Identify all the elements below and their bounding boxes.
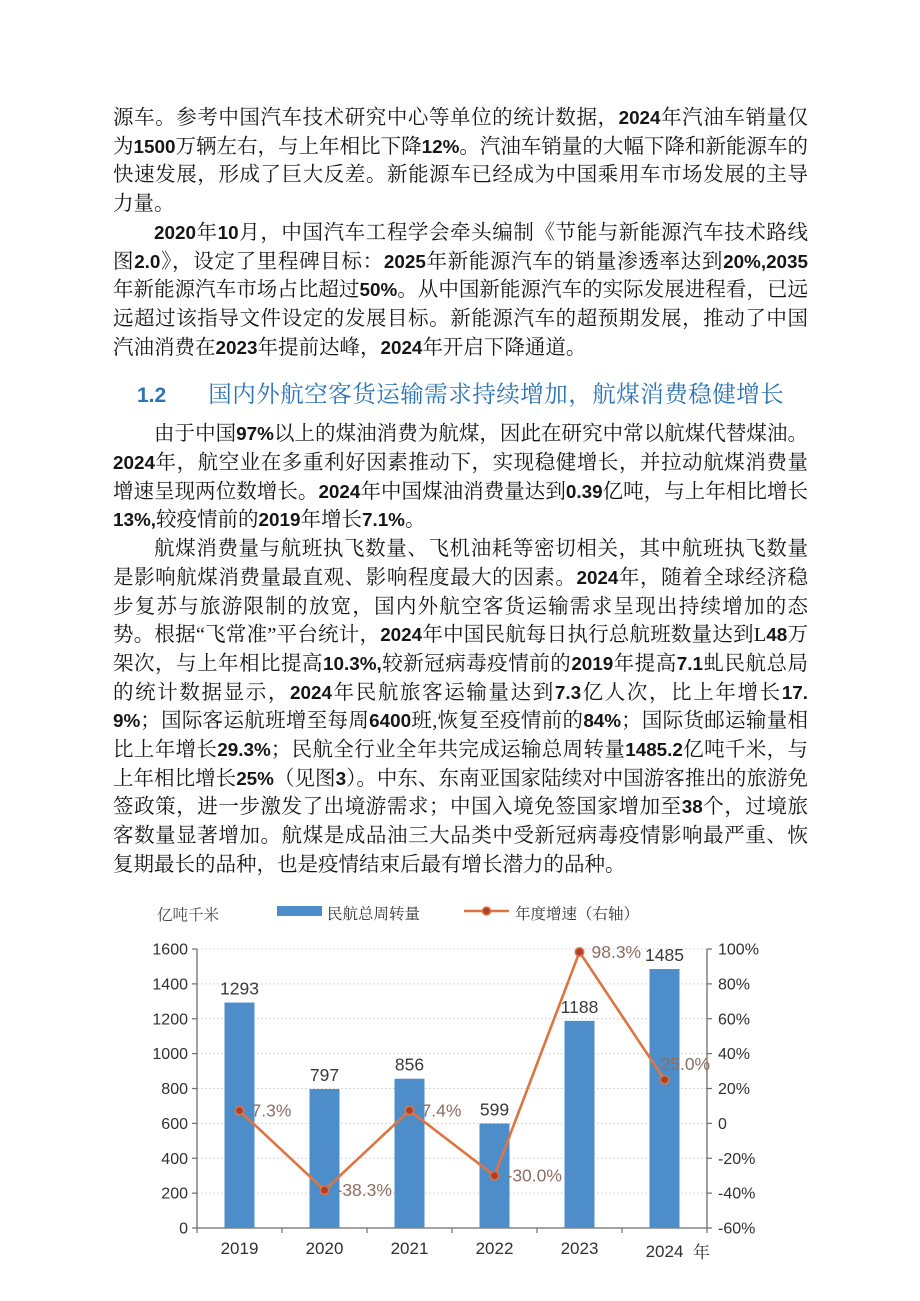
svg-text:1600: 1600: [152, 941, 188, 959]
svg-text:1200: 1200: [152, 1010, 188, 1028]
svg-text:2020: 2020: [305, 1238, 344, 1258]
svg-text:2021: 2021: [390, 1238, 429, 1258]
svg-text:200: 200: [161, 1185, 188, 1203]
chart-svg: [139, 892, 799, 1280]
svg-text:-30.0%: -30.0%: [506, 1165, 562, 1186]
svg-text:100%: 100%: [718, 941, 759, 959]
svg-text:60%: 60%: [718, 1010, 751, 1028]
section-heading: [113, 375, 808, 409]
svg-text:856: 856: [394, 1054, 425, 1075]
svg-text:7.3%: 7.3%: [251, 1100, 292, 1121]
svg-text:40%: 40%: [718, 1045, 751, 1063]
combo-chart-figure: [139, 892, 799, 1280]
svg-text:-20%: -20%: [718, 1150, 756, 1168]
svg-text:25.0%: 25.0%: [660, 1053, 711, 1074]
svg-text:2024: 2024: [645, 1241, 684, 1261]
svg-text:80%: 80%: [718, 975, 751, 993]
svg-text:400: 400: [161, 1150, 188, 1168]
body-paragraph: 由于中国97%以上的煤油消费为航煤，因此在研究中常以航煤代替煤油。2024年，航空业在多重利好因素推动下，实现稳健增长，并拉动航煤消费量增速呈现两位数增长。2024年中国煤油消费量达到0.39亿吨，与上年相比增长13%,较疫情前的2019年增长7.1%。: [113, 423, 809, 532]
body-paragraph: 2020年10月，中国汽车工程学会牵头编制《节能与新能源汽车技术路线图2.0》，设定了里程碑目标：2025年新能源汽车的销量渗透率达到20%,2035年新能源汽车市场占比超过50%。从中国新能源汽车的实际发展进程看，已远远超过该指导文件设定的发展目标。新能源汽车的超预期发展，推动了中国汽油消费在2023年提前达峰，2024年开启下降通道。: [113, 221, 809, 359]
svg-text:1000: 1000: [152, 1045, 188, 1063]
svg-text:2022: 2022: [475, 1238, 514, 1258]
svg-text:800: 800: [161, 1080, 188, 1098]
svg-text:600: 600: [161, 1115, 188, 1133]
svg-text:-60%: -60%: [718, 1220, 756, 1238]
svg-text:-40%: -40%: [718, 1185, 756, 1203]
svg-text:年: 年: [693, 1242, 710, 1262]
svg-text:2019: 2019: [220, 1238, 259, 1258]
svg-text:亿吨千米: 亿吨千米: [157, 906, 220, 924]
svg-text:0: 0: [179, 1220, 188, 1238]
svg-text:1485: 1485: [645, 944, 684, 965]
body-paragraph: 航煤消费量与航班执飞数量、飞机油耗等密切相关，其中航班执飞数量是影响航煤消费量最直观、影响程度最大的因素。2024年，随着全球经济稳步复苏与旅游限制的放宽，国内外航空客货运输需求呈现出持续增加的态势。根据“飞常准”平台统计，2024年中国民航每日执行总航班数量达到L48万架次，与上年相比提高10.3%,较新冠病毒疫情前的2019年提高7.1虬民航总局的统计数据显示，2024年民航旅客运输量达到7.3亿人次，比上年增长17.9%；国际客运航班增至每周6400班,恢复至疫情前的84%；国际货邮运输量相比上年增长29.3%；民航全行业全年共完成运输总周转量1485.2亿吨千米，与上年相比增长25%（见图3）。中东、东南亚国家陆续对中国游客推出的旅游免签政策，进一步激发了出境游需求；中国入境免签国家增加至38个，过境旅客数量显著增加。航煤是成品油三大品类中受新冠病毒疫情影响最严重、恢复期最长的品种，也是疫情结束后最有增长潜力的品种。: [113, 538, 809, 876]
svg-text:2023: 2023: [560, 1238, 599, 1258]
svg-text:1400: 1400: [152, 975, 188, 993]
svg-text:民航总周转量: 民航总周转量: [327, 905, 421, 923]
svg-text:599: 599: [479, 1099, 510, 1120]
section-title: 国内外航空客货运输需求持续增加，航煤消费稳健增长: [208, 382, 785, 409]
svg-text:年度增速（右轴）: 年度增速（右轴）: [515, 905, 640, 923]
svg-text:797: 797: [309, 1064, 340, 1085]
svg-text:1293: 1293: [220, 978, 259, 999]
svg-text:-38.3%: -38.3%: [336, 1179, 392, 1200]
svg-text:20%: 20%: [718, 1080, 751, 1098]
svg-text:1188: 1188: [560, 996, 599, 1017]
body-paragraph: 源车。参考中国汽车技术研究中心等单位的统计数据，2024年汽油车销量仅为1500万辆左右，与上年相比下降12%。汽油车销量的大幅下降和新能源车的快速发展，形成了巨大反差。新能源车已经成为中国乘用车市场发展的主导力量。: [113, 107, 809, 216]
svg-text:7.4%: 7.4%: [421, 1100, 462, 1121]
section-number: 1.2: [137, 384, 167, 408]
svg-text:0: 0: [718, 1115, 727, 1133]
svg-text:98.3%: 98.3%: [591, 941, 642, 962]
